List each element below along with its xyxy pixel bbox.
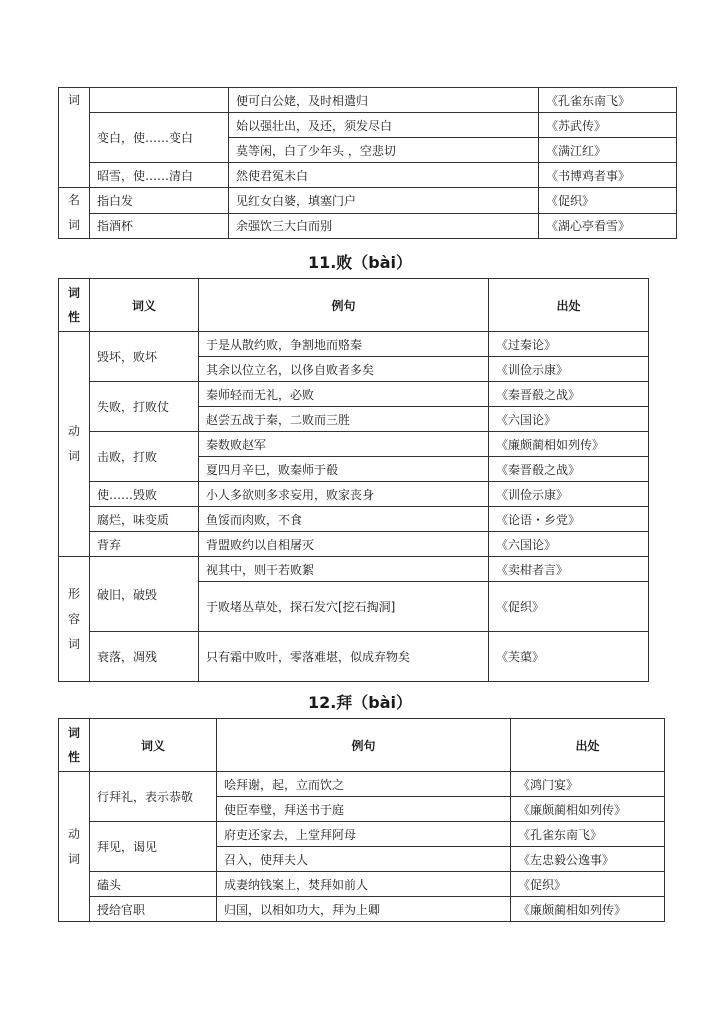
source-cell: 《训俭示康》	[489, 357, 649, 382]
meaning-cell: 指酒杯	[90, 213, 229, 239]
meaning-cell: 背弃	[90, 532, 199, 557]
table-row	[59, 188, 677, 214]
source-cell: 《鸿门宴》	[511, 772, 665, 797]
source-cell: 《秦晋殽之战》	[489, 382, 649, 407]
header-source: 出处	[511, 719, 665, 772]
meaning-cell: 行拜礼，表示恭敬	[90, 772, 217, 822]
pos-cell: 动 词	[59, 772, 90, 922]
example-cell: 秦数败赵军	[199, 432, 489, 457]
header-pos: 词性	[59, 279, 90, 332]
source-cell: 《左忠毅公逸事》	[511, 847, 665, 872]
table-row	[59, 822, 665, 847]
source-cell: 《孔雀东南飞》	[539, 88, 677, 113]
example-cell: 于是从散约败，争割地而赂秦	[199, 332, 489, 357]
table-bai-worship	[58, 718, 665, 922]
example-cell: 余强饮三大白而别	[229, 213, 539, 239]
table-row	[59, 88, 677, 113]
source-cell: 《湖心亭看雪》	[539, 213, 677, 239]
header-example: 例句	[199, 279, 489, 332]
table-bai-white-continued	[58, 87, 677, 239]
source-cell: 《过秦论》	[489, 332, 649, 357]
table-row	[59, 872, 665, 897]
meaning-cell: 拜见，谒见	[90, 822, 217, 872]
source-cell: 《秦晋殽之战》	[489, 457, 649, 482]
source-cell: 《苏武传》	[539, 113, 677, 138]
example-cell: 始以强壮出，及还，须发尽白	[229, 113, 539, 138]
source-cell: 《廉颇蔺相如列传》	[489, 432, 649, 457]
source-cell: 《促织》	[539, 188, 677, 214]
source-cell: 《廉颇蔺相如列传》	[511, 897, 665, 922]
source-cell: 《论语・乡党》	[489, 507, 649, 532]
header-example: 例句	[217, 719, 511, 772]
meaning-cell: 失败，打败仗	[90, 382, 199, 432]
pos-cell: 形 容 词	[59, 557, 90, 682]
source-cell: 《满江红》	[539, 138, 677, 163]
source-cell: 《六国论》	[489, 407, 649, 432]
meaning-cell: 磕头	[90, 872, 217, 897]
table-row	[59, 507, 649, 532]
table-row	[59, 432, 649, 457]
example-cell: 于败堵丛草处，探石发穴[挖石掏洞]	[199, 582, 489, 632]
source-cell: 《廉颇蔺相如列传》	[511, 797, 665, 822]
table-header-row	[59, 279, 649, 332]
meaning-cell: 变白，使……变白	[90, 113, 229, 163]
header-pos: 词性	[59, 719, 90, 772]
example-cell: 其余以位立名，以侈自败者多矣	[199, 357, 489, 382]
header-source: 出处	[489, 279, 649, 332]
example-cell: 府吏还家去，上堂拜阿母	[217, 822, 511, 847]
table-row	[59, 382, 649, 407]
source-cell: 《训俭示康》	[489, 482, 649, 507]
example-cell: 然使君冤未白	[229, 163, 539, 188]
meaning-cell: 毁坏，败坏	[90, 332, 199, 382]
example-cell: 只有霜中败叶，零落难堪，似成弃物矣	[199, 632, 489, 682]
example-cell: 秦师轻而无礼，必败	[199, 382, 489, 407]
source-cell: 《芙蕖》	[489, 632, 649, 682]
table-row	[59, 557, 649, 582]
table-row	[59, 482, 649, 507]
source-cell: 《促织》	[489, 582, 649, 632]
source-cell: 《六国论》	[489, 532, 649, 557]
example-cell: 视其中，则干若败絮	[199, 557, 489, 582]
example-cell: 使臣奉璧，拜送书于庭	[217, 797, 511, 822]
header-meaning: 词义	[90, 719, 217, 772]
example-cell: 夏四月辛巳，败秦师于殽	[199, 457, 489, 482]
meaning-cell: 昭雪，使……清白	[90, 163, 229, 188]
table-row	[59, 163, 677, 188]
table-row	[59, 113, 677, 138]
source-cell: 《书博鸡者事》	[539, 163, 677, 188]
meaning-cell: 腐烂，味变质	[90, 507, 199, 532]
example-cell: 归国，以相如功大，拜为上卿	[217, 897, 511, 922]
table-row	[59, 532, 649, 557]
pos-cell: 词	[59, 88, 90, 188]
meaning-cell: 破旧，破毁	[90, 557, 199, 632]
table-header-row	[59, 719, 665, 772]
example-cell: 成妻纳钱案上，焚拜如前人	[217, 872, 511, 897]
section-title-12: 12.拜（bài）	[307, 693, 413, 712]
pos-cell: 名 词	[59, 188, 90, 239]
header-meaning: 词义	[90, 279, 199, 332]
source-cell: 《孔雀东南飞》	[511, 822, 665, 847]
table-row	[59, 332, 649, 357]
meaning-cell: 击败，打败	[90, 432, 199, 482]
example-cell: 背盟败约以自相屠灭	[199, 532, 489, 557]
pos-cell: 动 词	[59, 332, 90, 557]
table-row	[59, 632, 649, 682]
source-cell: 《卖柑者言》	[489, 557, 649, 582]
meaning-cell	[90, 88, 229, 113]
example-cell: 便可白公姥，及时相遣归	[229, 88, 539, 113]
source-cell: 《促织》	[511, 872, 665, 897]
table-row	[59, 213, 677, 239]
example-cell: 哙拜谢，起，立而饮之	[217, 772, 511, 797]
meaning-cell: 使……毁败	[90, 482, 199, 507]
table-row	[59, 897, 665, 922]
table-row	[59, 772, 665, 797]
meaning-cell: 指白发	[90, 188, 229, 214]
meaning-cell: 授给官职	[90, 897, 217, 922]
example-cell: 见红女白婆，填塞门户	[229, 188, 539, 214]
example-cell: 召入，使拜夫人	[217, 847, 511, 872]
section-title-11: 11.败（bài）	[307, 253, 413, 272]
meaning-cell: 衰落，凋残	[90, 632, 199, 682]
example-cell: 莫等闲，白了少年头 ，空悲切	[229, 138, 539, 163]
table-bai-defeat	[58, 278, 649, 682]
example-cell: 赵尝五战于秦，二败而三胜	[199, 407, 489, 432]
example-cell: 鱼馁而肉败，不食	[199, 507, 489, 532]
example-cell: 小人多欲则多求妄用，败家丧身	[199, 482, 489, 507]
